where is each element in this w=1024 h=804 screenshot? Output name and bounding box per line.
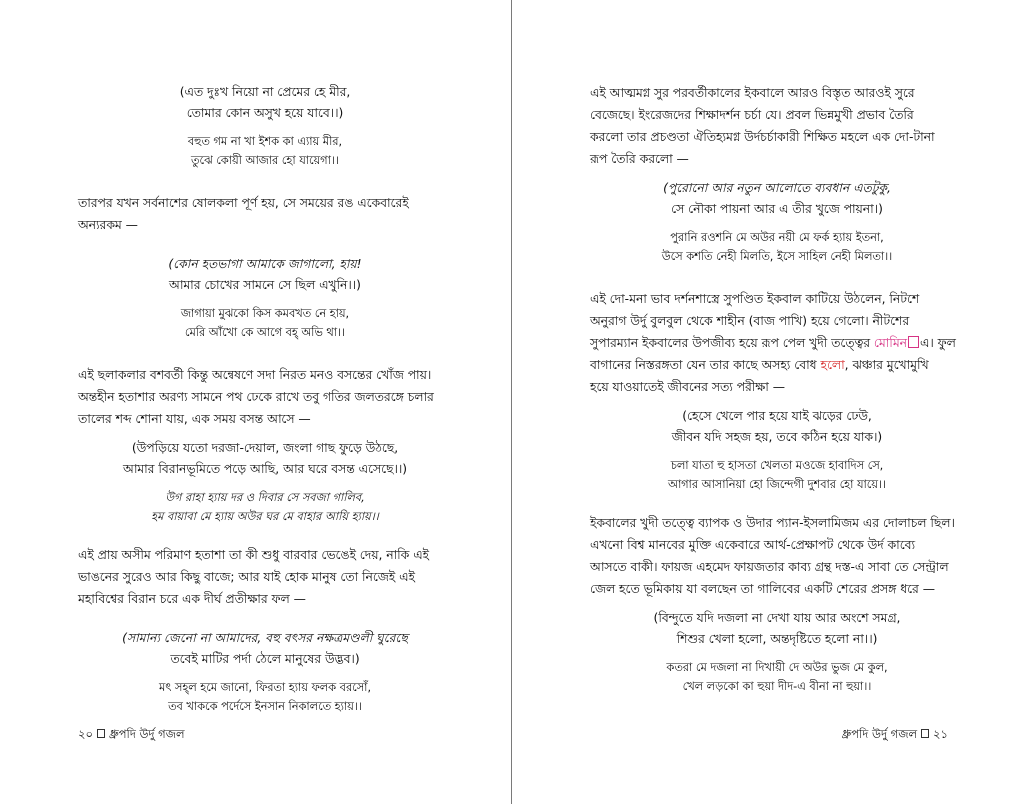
verse-line: জীবন যদি সহজ হয়, তবে কঠিন হয়ে যাক।) <box>671 430 883 444</box>
right-page <box>512 0 1024 804</box>
urdu-verse <box>78 132 452 170</box>
verse-line: (পুরোনো আর নতুন আলোতে ব্যবধান এতটুকু, <box>663 181 891 195</box>
paragraph-line: এই ছলাকলার বশবর্তী কিন্তু অন্বেষণে সদা নিরত মনও বসন্তের খোঁজ পায়। <box>78 368 432 382</box>
page-footer <box>78 726 185 745</box>
urdu-verse <box>78 488 452 526</box>
verse-line: (উপড়িয়ে যতো দরজা-দেয়াল, জংলা গাছ ফুড়ে উঠছে, <box>131 441 399 455</box>
highlighted-word: হলো <box>820 358 845 372</box>
square-ornament-icon <box>921 729 929 738</box>
verse-line: আগার আসানিয়া হো জিন্দেগী দুশবার হো যায়ে।। <box>667 478 887 491</box>
verse-line: বহুত গম না খা ইশক কা এ্যায় মীর, <box>187 135 343 148</box>
bengali-verse <box>590 608 964 650</box>
verse-line: তোমার কোন অসুখ হয়ে যাবে।।) <box>186 106 344 120</box>
bengali-verse <box>78 628 452 670</box>
verse-line: (বিন্দুতে যদি দজলা না দেখা যায় আর অংশে সমগ্র, <box>653 611 901 625</box>
paragraph-line: বেজেছে। ইংরেজদের শিক্ষাদর্শন চর্চা যে। প্রবল ভিন্নমুখী প্রভাব তৈরি <box>590 108 914 122</box>
paragraph-line: করলো তার প্রচণ্ডতা ঐতিহ্যমগ্ন উর্দচর্চাকারী শিক্ষিত মহলে এক দো-টানা <box>590 130 935 144</box>
bengali-verse <box>78 254 452 296</box>
urdu-verse <box>590 456 964 494</box>
paragraph-line: অনুরাগ উর্দু বুলবুল থেকে শাহীন (বাজ পাখি) হয়ে গেলো। নীটশের <box>590 314 910 328</box>
verse-line: (কোন হতভাগা আমাকে জাগালো, হায়! <box>168 257 362 271</box>
paragraph <box>78 192 452 236</box>
paragraph <box>590 512 964 600</box>
verse-line: শিশুর খেলা হলো, অন্তদৃষ্টিতে হলো না।।) <box>676 632 878 646</box>
verse-line: হম বায়াবা মে হ্যায় অউর ঘর মে বাহার আয়ি হ্যায়।। <box>151 510 379 523</box>
verse-line: চলা যাতা হু হাসতা খেলতা মওজে হাবাদিস সে, <box>670 459 884 472</box>
verse-line: কতরা মে দজলা না দিখায়ী দে অউর ভুজ মে কুল, <box>666 661 888 674</box>
highlighted-term: মোমিন <box>873 336 907 350</box>
text-run: , ঝঞ্চার মুখোমুখি <box>844 358 929 372</box>
paragraph-line: এখনো বিশ্ব মানবের মুক্তি একেবারে আর্থ-প্রেক্ষাপট থেকে উর্দ কাব্যে <box>590 538 916 552</box>
paragraph <box>78 364 452 430</box>
paragraph-line: অন্তহীন হতাশার অরণ্য সামনে পথ ঢেকে রাখে তবু গতির জলতরঙ্গে চলার <box>78 390 434 404</box>
verse-line: (হেসে খেলে পার হয়ে যাই ঝড়ের ঢেউ, <box>682 409 872 423</box>
bengali-verse <box>78 82 452 124</box>
bengali-verse <box>78 438 452 480</box>
page-number: ২০ <box>78 727 93 741</box>
paragraph-line: জেল হতে ভূমিকায় যা বলছেন তা গালিবের একটি শেরের প্রসঙ্গ ধরে — <box>590 582 935 596</box>
verse-line: উগ রাহা হ্যায় দর ও দিবার সে সবজা গালিব, <box>165 491 365 504</box>
paragraph-line: রূপ তৈরি করলো — <box>590 152 689 166</box>
verse-line: (সামান্য জেনো না আমাদের, বহু বৎসর নক্ষত্রমণ্ডলী ঘুরেছে <box>122 631 408 645</box>
verse-line: (এত দুঃখ নিয়ো না প্রেমের হে মীর, <box>179 85 351 99</box>
verse-line: সে নৌকা পায়না আর এ তীর খুজে পায়না।) <box>671 202 883 216</box>
urdu-verse <box>590 228 964 266</box>
paragraph-line: এই আত্মমগ্ন সুর পরবর্তীকালের ইকবালে আরও বিস্তৃত আরওই সুরে <box>590 86 915 100</box>
paragraph-line: তারপর যখন সর্বনাশের ষোলকলা পূর্ণ হয়, সে সময়ের রঙ একেবারেই <box>78 196 409 210</box>
paragraph-line: এই প্রায় অসীম পরিমাণ হতাশা তা কী শুধু বারবার ভেঙেই দেয়, নাকি এই <box>78 548 429 562</box>
verse-line: পুরানি রওশনি মে অউর নয়ী মে ফর্ক হ্যায় ইতনা, <box>670 231 884 244</box>
verse-line: জাগায়া মুঝকো কিস কমবখত নে হায়, <box>180 307 350 320</box>
running-head: ধ্রুপদি উর্দু গজল <box>841 727 918 741</box>
paragraph-line: তালের শব্দ শোনা যায়, এক সময় বসন্ত আসে — <box>78 412 311 426</box>
paragraph <box>590 82 964 170</box>
square-ornament-icon <box>97 729 105 738</box>
verse-line: মেরি আঁখো কে আগে বহ্ অভি থা।। <box>184 326 346 339</box>
bengali-verse <box>590 406 964 448</box>
verse-line: মৎ সহ্‌ল হমে জানো, ফিরতা হ্যায় ফলক বরসোঁ, <box>158 681 372 694</box>
verse-line: উসে কশতি নেহী মিলতি, ইসে সাহিল নেহী মিলতা।। <box>661 250 893 263</box>
right-page-content <box>590 82 964 696</box>
text-run: বাগানের নিস্তরঙ্গতা যেন তার কাছে অসহ্য বোধ <box>590 358 817 372</box>
paragraph-line: ভাঙনের সুরেও আর কিছু বাজে; আর যাই হোক মানুষ তো নিজেই এই <box>78 570 415 584</box>
paragraph-line: ইকবালের খুদী তত্ত্বে ব্যাপক ও উদার প্যান-ইসলামিজম এর দোলাচল ছিল। <box>590 516 955 530</box>
urdu-verse <box>590 658 964 696</box>
missing-glyph-box-icon <box>908 336 919 348</box>
paragraph-line <box>590 354 964 376</box>
page-footer <box>841 726 948 745</box>
paragraph-line: অন্যরকম — <box>78 218 138 232</box>
verse-line: তুঝে কোয়ী আজার হো যায়েগা।। <box>191 154 339 167</box>
text-run: সুপারম্যান ইকবালের উপজীব্য হয়ে রূপ পেল খুদী তত্ত্বের <box>590 336 870 350</box>
paragraph-line: মহাবিশ্বের বিরান চরে এক দীর্ঘ প্রতীক্ষার ফল — <box>78 592 306 606</box>
bengali-verse <box>590 178 964 220</box>
left-page-content <box>78 82 452 716</box>
paragraph-line: হয়ে যাওয়াতেই জীবনের সত্য পরীক্ষা — <box>590 380 786 394</box>
verse-line: তব খাককে পর্দেসে ইনসান নিকালতে হ্যায়।। <box>168 700 362 713</box>
urdu-verse <box>78 678 452 716</box>
text-run: এ। ফুল <box>920 336 956 350</box>
verse-line: খেল লড়কো কা হুয়া দীদ-এ বীনা না হুয়া।। <box>682 680 872 693</box>
verse-line: আমার চোখের সামনে সে ছিল এখুনি।।) <box>169 278 361 292</box>
page-number: ২১ <box>933 727 948 741</box>
paragraph-line: এই দো-মনা ভাব দর্শনশাস্ত্রে সুপণ্ডিত ইকবাল কাটিয়ে উঠলেন, নিটশে <box>590 292 920 306</box>
verse-line: তবেই মাটির পর্দা ঠেলে মানুষের উদ্ভব।) <box>170 652 360 666</box>
paragraph-line: আসতে বাকী। ফায়জ এহমেদ ফায়জতার কাব্য গ্রন্থ দস্ত-এ সাবা তে সেন্ট্রাল <box>590 560 949 574</box>
verse-line: আমার বিরানভূমিতে পড়ে আছি, আর ঘরে বসন্ত এসেছে।।) <box>122 462 408 476</box>
urdu-verse <box>78 304 452 342</box>
paragraph-line <box>590 332 964 354</box>
running-head: ধ্রুপদি উর্দু গজল <box>108 727 185 741</box>
paragraph <box>78 544 452 610</box>
paragraph <box>590 288 964 398</box>
